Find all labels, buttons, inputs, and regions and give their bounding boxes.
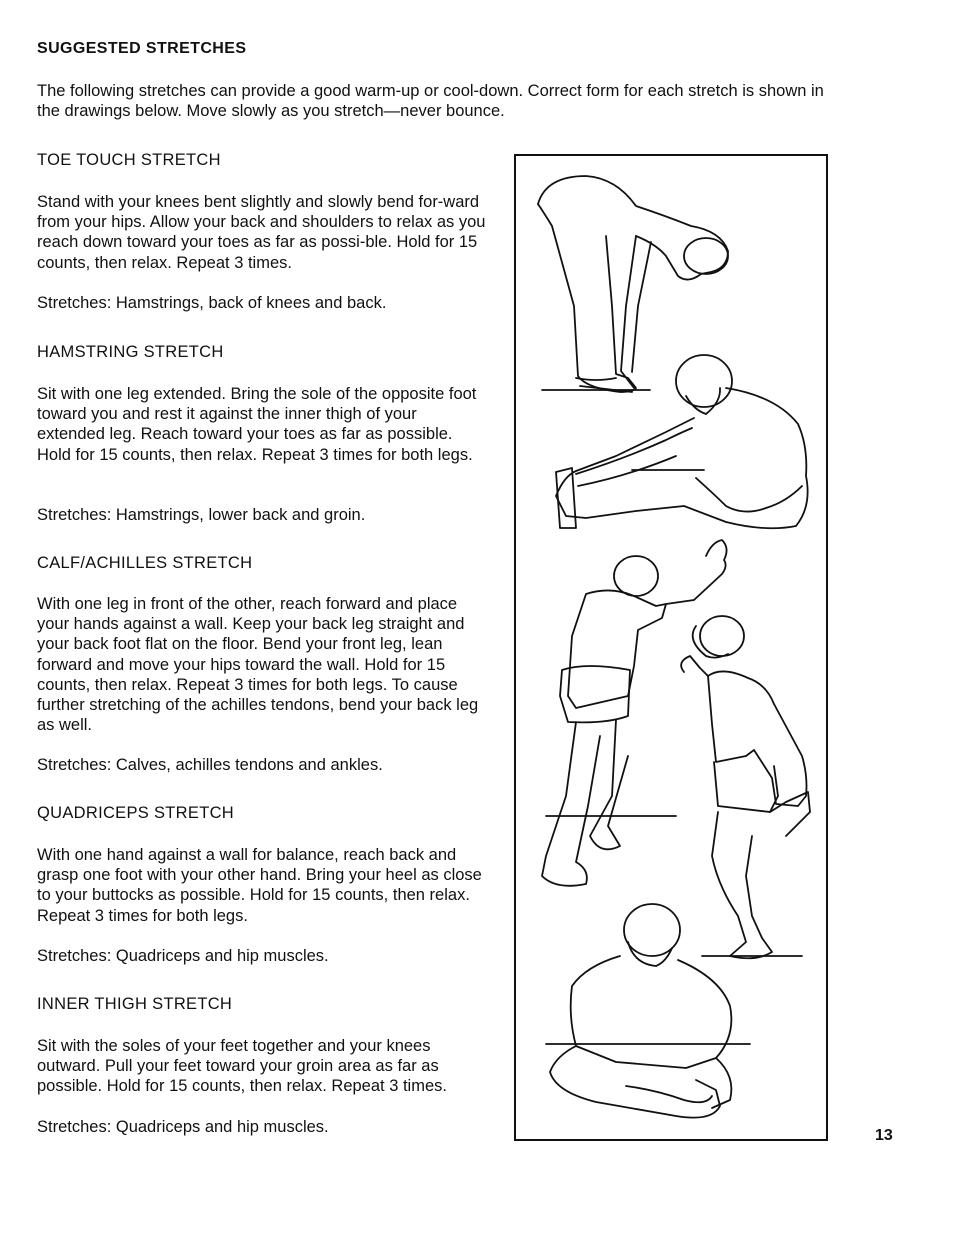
stretch-illustrations bbox=[516, 156, 826, 1139]
intro-paragraph: The following stretches can provide a good warm-up or cool-down. Correct form for each stretch is shown in the drawings below. Move slowly as you stretch—never bounce. bbox=[37, 82, 824, 120]
quadriceps-instructions: With one hand against a wall for balance, reach back and grasp one foot with your other hand. Bring your heel as close to your buttocks as possible. Hold for 15 counts, then relax. Repeat 3 times for both legs. bbox=[37, 846, 482, 925]
hamstring-stretches: Stretches: Hamstrings, lower back and groin. bbox=[37, 506, 366, 524]
calf-achilles-figure bbox=[542, 540, 727, 886]
toe-touch-stretches: Stretches: Hamstrings, back of knees and back. bbox=[37, 294, 387, 312]
calf-shorts bbox=[560, 666, 630, 722]
quadriceps-standing-leg bbox=[712, 812, 772, 958]
toe-touch-instructions: Stand with your knees bent slightly and slowly bend for-ward from your hips. Allow your back and shoulders to relax as you reach down toward your toes as far as possi-ble. Hold for 15 counts, then relax. Repeat 3 times. bbox=[37, 193, 486, 272]
quadriceps-torso bbox=[708, 671, 807, 806]
inner-thigh-torso bbox=[571, 956, 732, 1068]
toe-touch-head bbox=[684, 238, 728, 274]
hamstring-foot bbox=[556, 468, 576, 528]
toe-touch-arm-right bbox=[632, 242, 651, 372]
quadriceps-head bbox=[700, 616, 744, 656]
inner-thigh-stretches: Stretches: Quadriceps and hip muscles. bbox=[37, 1118, 329, 1136]
calf-achilles-stretches: Stretches: Calves, achilles tendons and ankles. bbox=[37, 756, 383, 774]
toe-touch-heading: TOE TOUCH STRETCH bbox=[37, 151, 221, 169]
quadriceps-stretches: Stretches: Quadriceps and hip muscles. bbox=[37, 947, 329, 965]
page-number: 13 bbox=[875, 1127, 893, 1144]
quadriceps-heading: QUADRICEPS STRETCH bbox=[37, 804, 235, 822]
inner-thigh-legs-right bbox=[712, 1058, 731, 1108]
hamstring-arms bbox=[576, 428, 692, 486]
toe-touch-figure bbox=[538, 176, 728, 392]
hamstring-figure bbox=[556, 355, 808, 528]
inner-thigh-legs-left bbox=[550, 1046, 720, 1118]
toe-touch-torso bbox=[538, 176, 728, 280]
hamstring-heading: HAMSTRING STRETCH bbox=[37, 343, 224, 361]
page-heading: SUGGESTED STRETCHES bbox=[37, 40, 247, 57]
calf-head bbox=[614, 556, 658, 596]
quadriceps-hand bbox=[681, 656, 708, 676]
hamstring-bent-leg bbox=[696, 478, 802, 512]
calf-achilles-instructions: With one leg in front of the other, reach forward and place your hands against a wall. Keep your back leg straight and your back foot flat on the floor. Bend your front leg, lean forward and move your hips toward the wall. Hold for 15 counts, then relax. Repeat 3 times for both legs. To cause further stretching of the achilles tendons, bend your back leg as well. bbox=[37, 595, 479, 735]
calf-back-leg bbox=[542, 722, 600, 886]
hamstring-instructions: Sit with one leg extended. Bring the sole of the opposite foot toward you and rest it against the inner thigh of your extended leg. Reach toward your toes as far as possible. Hold for 15 counts, then relax. Repeat 3 times for both legs. bbox=[37, 385, 477, 464]
inner-thigh-hands bbox=[626, 1086, 712, 1102]
calf-torso bbox=[568, 590, 666, 708]
quadriceps-shorts bbox=[714, 762, 778, 812]
calf-raised-hand bbox=[666, 540, 727, 604]
inner-thigh-instructions: Sit with the soles of your feet together and your knees outward. Pull your feet toward your groin area as far as possible. Hold for 15 counts, then relax. Repeat 3 times. bbox=[37, 1037, 447, 1096]
inner-thigh-figure bbox=[546, 904, 750, 1118]
stretch-illustrations-panel bbox=[514, 154, 828, 1141]
inner-thigh-face bbox=[628, 942, 672, 966]
calf-front-leg bbox=[590, 720, 628, 849]
inner-thigh-heading: INNER THIGH STRETCH bbox=[37, 995, 233, 1013]
quadriceps-figure bbox=[681, 616, 810, 958]
calf-achilles-heading: CALF/ACHILLES STRETCH bbox=[37, 554, 253, 572]
toe-touch-arm-left bbox=[621, 236, 636, 388]
hamstring-head bbox=[676, 355, 732, 407]
hamstring-face bbox=[686, 388, 720, 414]
